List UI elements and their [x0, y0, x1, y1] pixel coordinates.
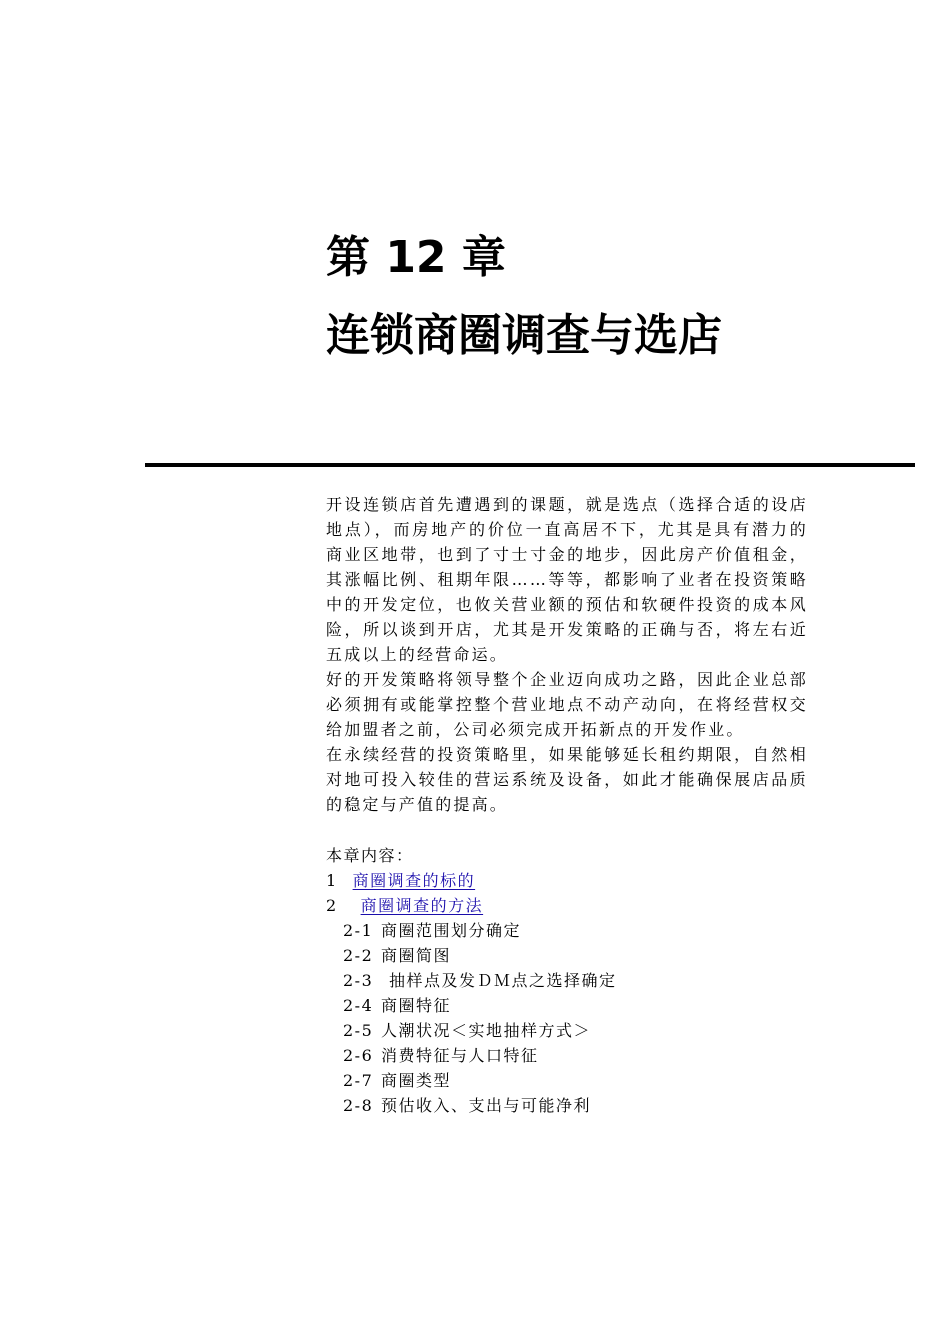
toc-subitem-label: 商圈简图	[381, 946, 452, 965]
toc-subitem	[326, 993, 826, 1018]
section-divider	[145, 463, 915, 467]
toc-subitem	[326, 1093, 826, 1118]
toc-subitem-label: 商圈特征	[381, 996, 452, 1015]
toc-subitem	[326, 1068, 826, 1093]
toc-subitem	[326, 918, 826, 943]
toc-subitem-number: 2-3	[343, 971, 374, 990]
table-of-contents	[326, 843, 826, 1118]
toc-subitem	[326, 968, 826, 993]
toc-subitem-label: 人潮状况＜实地抽样方式＞	[381, 1021, 592, 1040]
toc-subitem	[326, 1043, 826, 1068]
toc-item	[326, 893, 826, 918]
toc-subitem-label: 预估收入、支出与可能净利	[381, 1096, 592, 1115]
toc-subitem-number: 2-5	[343, 1021, 374, 1040]
toc-subitem-number: 2-1	[343, 921, 374, 940]
toc-subitem-number: 2-4	[343, 996, 374, 1015]
toc-subitem-label: 抽样点及发ＤＭ点之选择确定	[389, 971, 617, 990]
toc-subitem-number: 2-2	[343, 946, 374, 965]
toc-heading: 本章内容：	[326, 846, 414, 865]
chapter-title: 连锁商圈调查与选店	[326, 310, 722, 361]
toc-link-methods[interactable]: 商圈调查的方法	[360, 896, 484, 915]
toc-subitem-number: 2-8	[343, 1096, 374, 1115]
toc-subitem-label: 消费特征与人口特征	[381, 1046, 539, 1065]
toc-subitem	[326, 943, 826, 968]
toc-item	[326, 868, 826, 893]
toc-subitem-label: 商圈范围划分确定	[381, 921, 522, 940]
toc-subitem-number: 2-7	[343, 1071, 374, 1090]
toc-subitem-label: 商圈类型	[381, 1071, 452, 1090]
chapter-number: 第 12 章	[326, 232, 506, 283]
toc-subitem	[326, 1018, 826, 1043]
toc-item-number: 1	[326, 871, 338, 890]
toc-link-target[interactable]: 商圈调查的标的	[352, 871, 476, 890]
toc-item-number: 2	[326, 896, 338, 915]
intro-paragraph: 在永续经营的投资策略里，如果能够延长租约期限，自然相对地可投入较佳的营运系统及设备，如此才能确保展店品质的稳定与产值的提高。	[326, 745, 808, 814]
toc-subitem-number: 2-6	[343, 1046, 374, 1065]
intro-text	[326, 492, 808, 817]
intro-paragraph: 好的开发策略将领导整个企业迈向成功之路，因此企业总部必须拥有或能掌控整个营业地点不动产动向，在将经营权交给加盟者之前，公司必须完成开拓新点的开发作业。	[326, 670, 808, 739]
intro-paragraph: 开设连锁店首先遭遇到的课题，就是选点（选择合适的设店地点），而房地产的价位一直高居不下，尤其是具有潜力的商业区地带，也到了寸士寸金的地步，因此房产价值租金，其涨幅比例、租期年限……等等，都影响了业者在投资策略中的开发定位，也攸关营业额的预估和软硬件投资的成本风险，所以谈到开店，尤其是开发策略的正确与否，将左右近五成以上的经营命运。	[326, 495, 808, 664]
